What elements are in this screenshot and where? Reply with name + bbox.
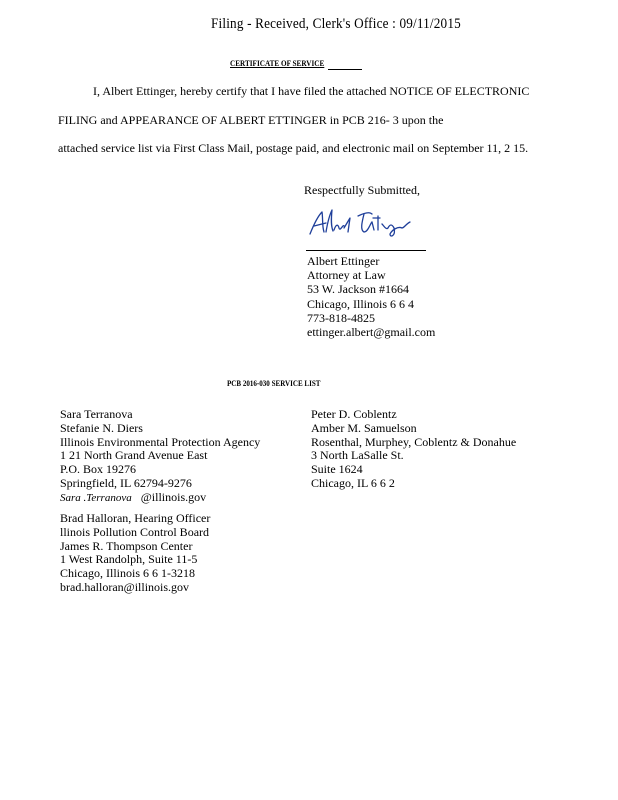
recipient-email — [60, 491, 260, 506]
service-list-title: PCB 2016-030 SERVICE LIST — [227, 379, 321, 388]
recipient-email-domain: @illinois.gov — [140, 489, 207, 504]
recipient-line: Illinois Environmental Protection Agency — [60, 434, 261, 449]
sender-title: Attorney at Law — [307, 268, 386, 283]
recipient-line: Sara Terranova — [60, 407, 133, 421]
service-recipient-pcb — [60, 512, 210, 595]
recipient-line: P.O. Box 19276 — [60, 462, 137, 477]
recipient-line: Peter D. Coblentz — [311, 407, 397, 421]
certificate-title: CERTIFICATE OF SERVICE — [230, 59, 325, 68]
title-underline — [328, 69, 362, 70]
recipient-line: Rosenthal, Murphey, Coblentz & Donahue — [311, 434, 517, 449]
service-recipient-iepa — [60, 408, 260, 506]
recipient-line: Chicago, Illinois 6 6 1-3218 — [60, 566, 195, 581]
recipient-line: Chicago, IL 6 6 2 — [311, 475, 395, 490]
recipient-line: Springfield, IL 62794-9276 — [60, 475, 192, 490]
recipient-line: Suite 1624 — [311, 462, 363, 477]
filing-stamp: Filing - Received, Clerk's Office : 09/11/2015 — [211, 16, 461, 32]
recipient-line: 1 West Randolph, Suite 11-5 — [60, 552, 198, 567]
signature-image — [306, 206, 416, 240]
sender-street: 53 W. Jackson #1664 — [307, 282, 409, 297]
recipient-line: James R. Thompson Center — [60, 538, 193, 553]
recipient-line: llinois Pollution Control Board — [60, 524, 210, 539]
certificate-line-1: I, Albert Ettinger, hereby certify that I have filed the attached NOTICE OF ELECTRONIC — [93, 84, 530, 98]
service-recipient-rmcd — [311, 408, 516, 491]
recipient-line: 3 North LaSalle St. — [311, 448, 404, 463]
signature-line — [306, 250, 426, 251]
certificate-line-2: FILING and APPEARANCE OF ALBERT ETTINGER in PCB 216- 3 upon the — [58, 113, 444, 127]
sender-city: Chicago, Illinois 6 6 4 — [307, 296, 414, 311]
sender-email: ettinger.albert@gmail.com — [307, 325, 436, 340]
closing: Respectfully Submitted, — [304, 183, 420, 197]
sender-address — [307, 254, 435, 339]
sender-phone: 773-818-4825 — [307, 310, 375, 325]
recipient-email-name: Sara .Terranova — [60, 491, 132, 504]
recipient-line: Brad Halloran, Hearing Officer — [60, 511, 211, 525]
sender-name: Albert Ettinger — [307, 254, 380, 268]
recipient-line: Stefanie N. Diers — [60, 420, 143, 435]
recipient-line: 1 21 North Grand Avenue East — [60, 448, 208, 463]
recipient-email: brad.halloran@illinois.gov — [60, 579, 190, 594]
certificate-line-3: attached service list via First Class Mail, postage paid, and electronic mail on September 11, 2 15. — [58, 141, 529, 155]
recipient-line: Amber M. Samuelson — [311, 420, 417, 435]
